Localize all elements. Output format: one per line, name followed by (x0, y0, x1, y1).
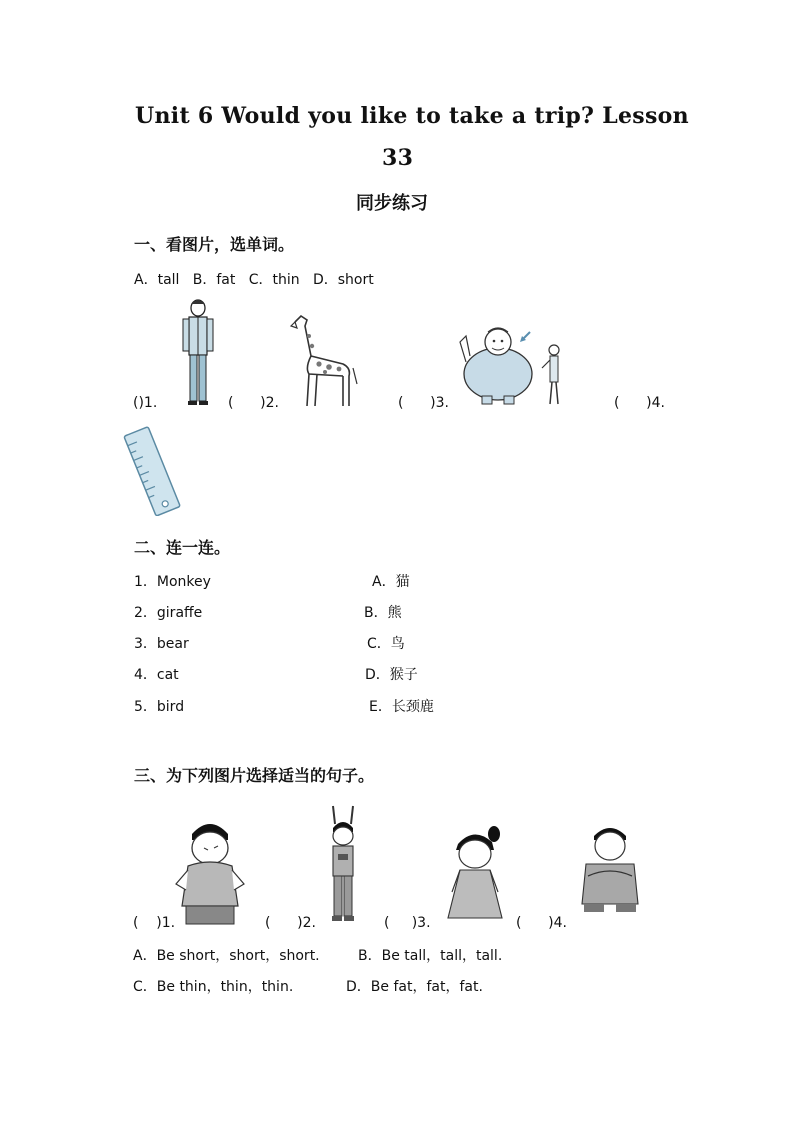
title-line-1: Unit 6 Would you like to take a trip? Lesson (135, 103, 689, 129)
section1-options: A．tall B．fat C．thin D．short (134, 272, 374, 288)
section3-item-2: ( )2. (265, 915, 316, 931)
option-d: D．Be fat，fat，fat. (346, 979, 483, 995)
match-left-4: 4．cat (134, 667, 179, 683)
match-right-a: A．猫 (372, 574, 410, 590)
giraffe-image (287, 312, 359, 410)
match-right-e: E．长颈鹿 (369, 699, 434, 715)
match-left-1: 1．Monkey (134, 574, 211, 590)
section2-heading: 二、连一连。 (134, 538, 231, 557)
ruler-image (121, 426, 185, 516)
section3-item-4: ( )4. (516, 915, 567, 931)
match-left-5: 5．bird (134, 699, 185, 715)
match-left-2: 2．giraffe (134, 605, 203, 621)
fat-and-thin-man-image (458, 322, 570, 406)
thin-boy-image (572, 814, 650, 920)
section1-item-3: ( )3. (398, 395, 449, 411)
section3-item-3: ( )3. (384, 915, 431, 931)
title-line-2: 33 (382, 145, 414, 171)
match-right-b: B．熊 (364, 605, 402, 621)
tall-man-image (178, 298, 218, 408)
option-c: C．Be thin，thin，thin. (133, 979, 294, 995)
stretching-kid-image (321, 804, 365, 926)
option-a: A．Be short，short，short. (133, 948, 320, 964)
match-right-d: D．猴子 (365, 667, 418, 683)
section1-item-2: ( )2. (228, 395, 279, 411)
section1-item-1: ()1. (133, 395, 158, 411)
option-b: B．Be tall，tall，tall. (358, 948, 503, 964)
section3-heading: 三、为下列图片选择适当的句子。 (134, 766, 375, 785)
section3-item-1: ( )1. (133, 915, 176, 931)
match-left-3: 3．bear (134, 636, 189, 652)
short-girl-image (440, 820, 510, 924)
subtitle: 同步练习 (356, 193, 428, 214)
fat-boy-image (168, 814, 252, 926)
match-right-c: C．鸟 (367, 636, 405, 652)
section1-item-4: ( )4. (614, 395, 665, 411)
section1-heading: 一、看图片，选单词。 (134, 235, 295, 254)
